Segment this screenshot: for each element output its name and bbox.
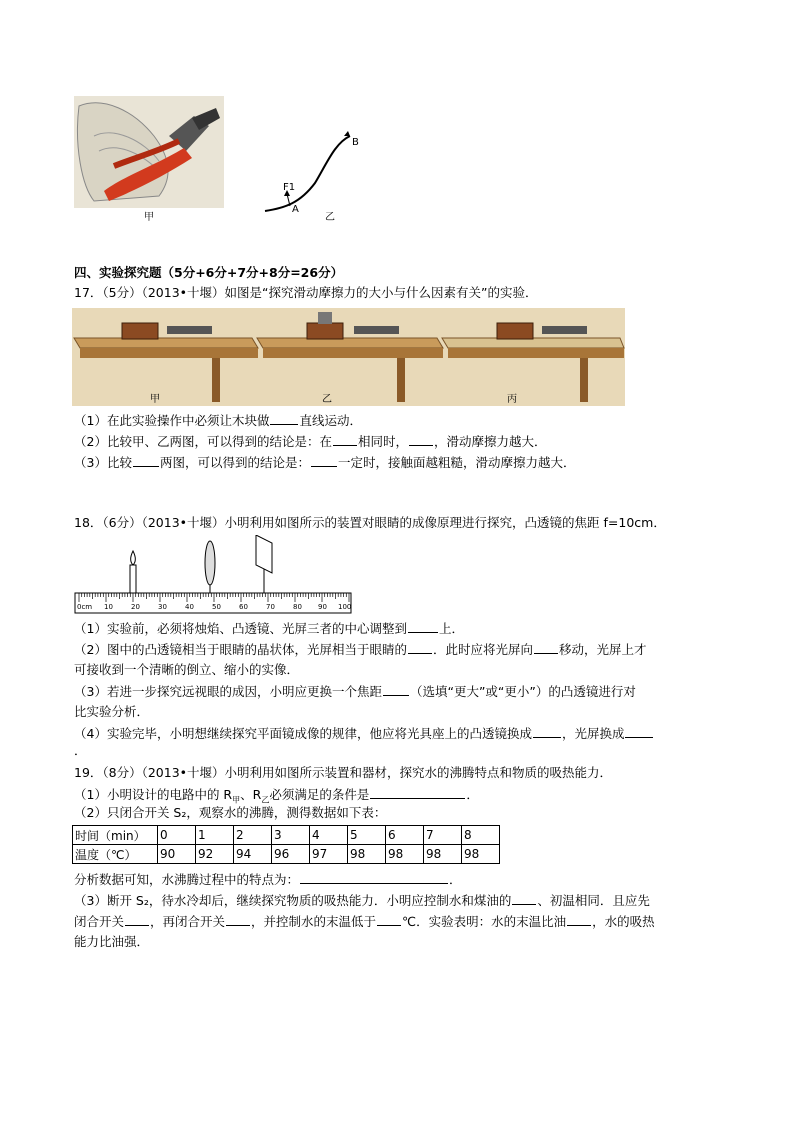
friction-label-jia: 甲 [150, 394, 160, 405]
blank[interactable] [408, 620, 438, 633]
ruler-label-90: 90 [318, 603, 327, 611]
boiling-data-table [72, 825, 500, 864]
q18-part3: （3）若进一步探究远视眼的成因，小明应更换一个焦距 （选填“更大”或“更小”）的凸透镜进行对 [74, 684, 636, 699]
table-cell: 6 [386, 826, 424, 845]
table-cell: 5 [348, 826, 386, 845]
blank[interactable] [226, 913, 250, 926]
figure-label-jia: 甲 [144, 212, 154, 223]
q17-intro: 17．（5分）（2013•十堰）如图是“探究滑动摩擦力的大小与什么因素有关”的实验． [74, 285, 538, 300]
ruler-label-30: 30 [158, 603, 167, 611]
lever-diagram [255, 128, 365, 223]
q18-part1: （1）实验前，必须将烛焰、凸透镜、光屏三者的中心调整到 上． [74, 621, 464, 636]
blank[interactable] [567, 913, 591, 926]
table-cell: 96 [272, 845, 310, 864]
q19-part3-cont: 闭合开关 ，再闭合开关 ，并控制水的末温低于 ℃．实验表明：水的末温比油 ，水的吸热 [74, 914, 655, 929]
table-row [73, 845, 500, 864]
q19-intro: 19．（8分）（2013•十堰）小明利用如图所示装置和器材，探究水的沸腾特点和物质的吸热能力． [74, 765, 613, 780]
table-cell: 97 [310, 845, 348, 864]
ruler-label-10: 10 [104, 603, 113, 611]
ruler-label-50: 50 [212, 603, 221, 611]
table-cell: 2 [234, 826, 272, 845]
ruler-label-100: 100 [338, 603, 352, 611]
point-a-label: A [292, 204, 299, 215]
table-header: 温度（℃） [73, 845, 158, 864]
blank[interactable] [333, 433, 357, 446]
ruler-label-0: 0cm [77, 603, 93, 611]
q19-part3-end: 能力比油强． [74, 934, 150, 949]
curved-lever-illustration [255, 128, 365, 223]
table-cell: 0 [158, 826, 196, 845]
blank[interactable] [377, 913, 401, 926]
table-cell: 98 [424, 845, 462, 864]
pliers-hand-illustration [74, 96, 224, 220]
friction-experiment-figure [72, 308, 625, 406]
table-header: 时间（min） [73, 826, 158, 845]
q18-part2: （2）图中的凸透镜相当于眼睛的晶状体，光屏相当于眼睛的 ．此时应将光屏向 移动，光屏上才 [74, 642, 647, 657]
q19-analysis: 分析数据可知，水沸腾过程中的特点为： ． [74, 872, 462, 887]
q18-part4: （4）实验完毕，小明想继续探究平面镜成像的规律，他应将光具座上的凸透镜换成 ，光屏换成 [74, 725, 654, 742]
blank[interactable] [409, 433, 433, 446]
blank[interactable] [133, 454, 159, 467]
figure-label-yi: 乙 [325, 212, 335, 223]
point-b-label: B [352, 137, 359, 148]
ruler-label-80: 80 [293, 603, 302, 611]
table-cell: 90 [158, 845, 196, 864]
blank[interactable] [383, 683, 409, 696]
blank[interactable] [125, 913, 149, 926]
table-cell: 3 [272, 826, 310, 845]
blank[interactable] [311, 454, 337, 467]
table-cell: 98 [386, 845, 424, 864]
force-f1-label: F1 [283, 182, 296, 193]
q18-intro: 18．（6分）（2013•十堰）小明利用如图所示的装置对眼睛的成像原理进行探究，凸透镜的焦距 f=10cm． [74, 515, 666, 530]
pliers-figure [74, 96, 224, 223]
table-cell: 98 [348, 845, 386, 864]
blank[interactable] [300, 871, 448, 884]
table-cell: 94 [234, 845, 272, 864]
ruler-label-40: 40 [185, 603, 194, 611]
q19-part2: （2）只闭合开关 S₂，观察水的沸腾，测得数据如下表： [74, 805, 387, 820]
table-cell: 4 [310, 826, 348, 845]
blank[interactable] [533, 725, 561, 738]
blank[interactable] [270, 412, 298, 425]
friction-label-bing: 丙 [507, 394, 517, 405]
q17-part1: （1）在此实验操作中必须让木块做 直线运动． [74, 413, 362, 428]
q18-part4-end: ． [74, 743, 87, 758]
q17-part2: （2）比较甲、乙两图，可以得到的结论是：在 相同时， ，滑动摩擦力越大． [74, 434, 547, 449]
q19-part1: （1）小明设计的电路中的 $R_甲$、$R_乙$必须满足的条件是 ． [74, 787, 479, 805]
q19-part3: （3）断开 S₂，待水冷却后，继续探究物质的吸热能力．小明应控制水和煤油的 、初温相同．且应先 [74, 893, 650, 908]
ruler-label-60: 60 [239, 603, 248, 611]
table-cell: 1 [196, 826, 234, 845]
friction-label-yi: 乙 [322, 394, 332, 405]
blank[interactable] [370, 786, 465, 799]
q18-part3-cont: 比实验分析． [74, 704, 150, 719]
blank[interactable] [625, 725, 653, 738]
q17-part3: （3）比较 两图，可以得到的结论是： 一定时，接触面越粗糙，滑动摩擦力越大． [74, 455, 576, 470]
optical-bench-figure [74, 535, 354, 615]
ruler-label-20: 20 [131, 603, 140, 611]
q18-part2-cont: 可接收到一个清晰的倒立、缩小的实像． [74, 662, 300, 677]
blank[interactable] [534, 641, 558, 654]
table-cell: 7 [424, 826, 462, 845]
blank[interactable] [408, 641, 432, 654]
table-cell: 8 [462, 826, 500, 845]
section-title: 四、实验探究题（5分+6分+7分+8分=26分） [74, 265, 344, 280]
table-cell: 98 [462, 845, 500, 864]
blank[interactable] [512, 892, 536, 905]
table-row [73, 826, 500, 845]
ruler-label-70: 70 [266, 603, 275, 611]
table-cell: 92 [196, 845, 234, 864]
